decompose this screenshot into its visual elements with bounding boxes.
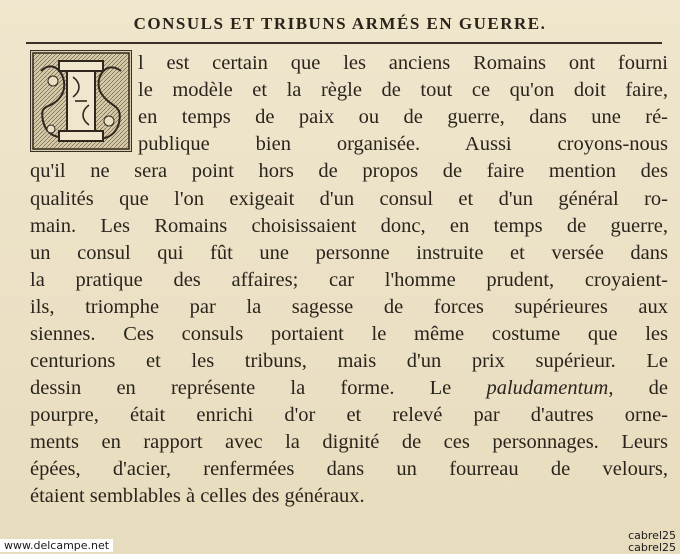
body-line: qu'il ne sera point hors de propos de faire mention des — [30, 160, 668, 182]
body-line: centurions et les tribuns, mais d'un prix supérieur. Le — [30, 350, 668, 372]
italic-term: paludamentum — [486, 377, 609, 399]
body-line: étaient semblables à celles des généraux. — [30, 485, 365, 507]
body-line: ments en rapport avec la dignité de ces personnages. Leurs — [30, 431, 668, 453]
body-line: épées, d'acier, renfermées dans un fourreau de velours, — [30, 458, 668, 480]
body-line — [30, 377, 668, 400]
body-line: siennes. Ces consuls portaient le même costume que les — [30, 323, 668, 345]
body-line: publique bien organisée. Aussi croyons-nous — [138, 133, 668, 155]
page-heading: CONSULS ET TRIBUNS ARMÉS EN GUERRE. — [133, 14, 547, 33]
body-line: le modèle et la règle de tout ce qu'on doit faire, — [138, 79, 668, 101]
heading-rule — [26, 42, 662, 44]
ornamental-initial-icon — [30, 50, 132, 152]
body-line: qualités que l'on exigeait d'un consul et d'un général ro- — [30, 188, 668, 210]
footer-right-line-1: cabrel25 — [628, 529, 676, 542]
footer-right-line-2: cabrel25 — [628, 541, 676, 554]
body-line: la pratique des affaires; car l'homme prudent, croyaient- — [30, 269, 668, 291]
body-text-run: dessin en représente la forme. Le — [30, 377, 487, 399]
body-line: l est certain que les anciens Romains ont fourni — [138, 52, 668, 74]
body-line: main. Les Romains choisissaient donc, en temps de guerre, — [30, 215, 668, 237]
body-line: pourpre, était enrichi d'or et relevé par d'autres orne- — [30, 404, 668, 426]
body-line: ils, triomphe par la sagesse de forces supérieures aux — [30, 296, 668, 318]
body-line: un consul qui fût une personne instruite et versée dans — [30, 242, 668, 264]
body-text-run: , de — [608, 377, 668, 399]
footer-watermark-right — [628, 530, 680, 554]
footer-watermark-left: www.delcampe.net — [0, 539, 113, 552]
body-line: en temps de paix ou de guerre, dans une ré- — [138, 106, 668, 128]
